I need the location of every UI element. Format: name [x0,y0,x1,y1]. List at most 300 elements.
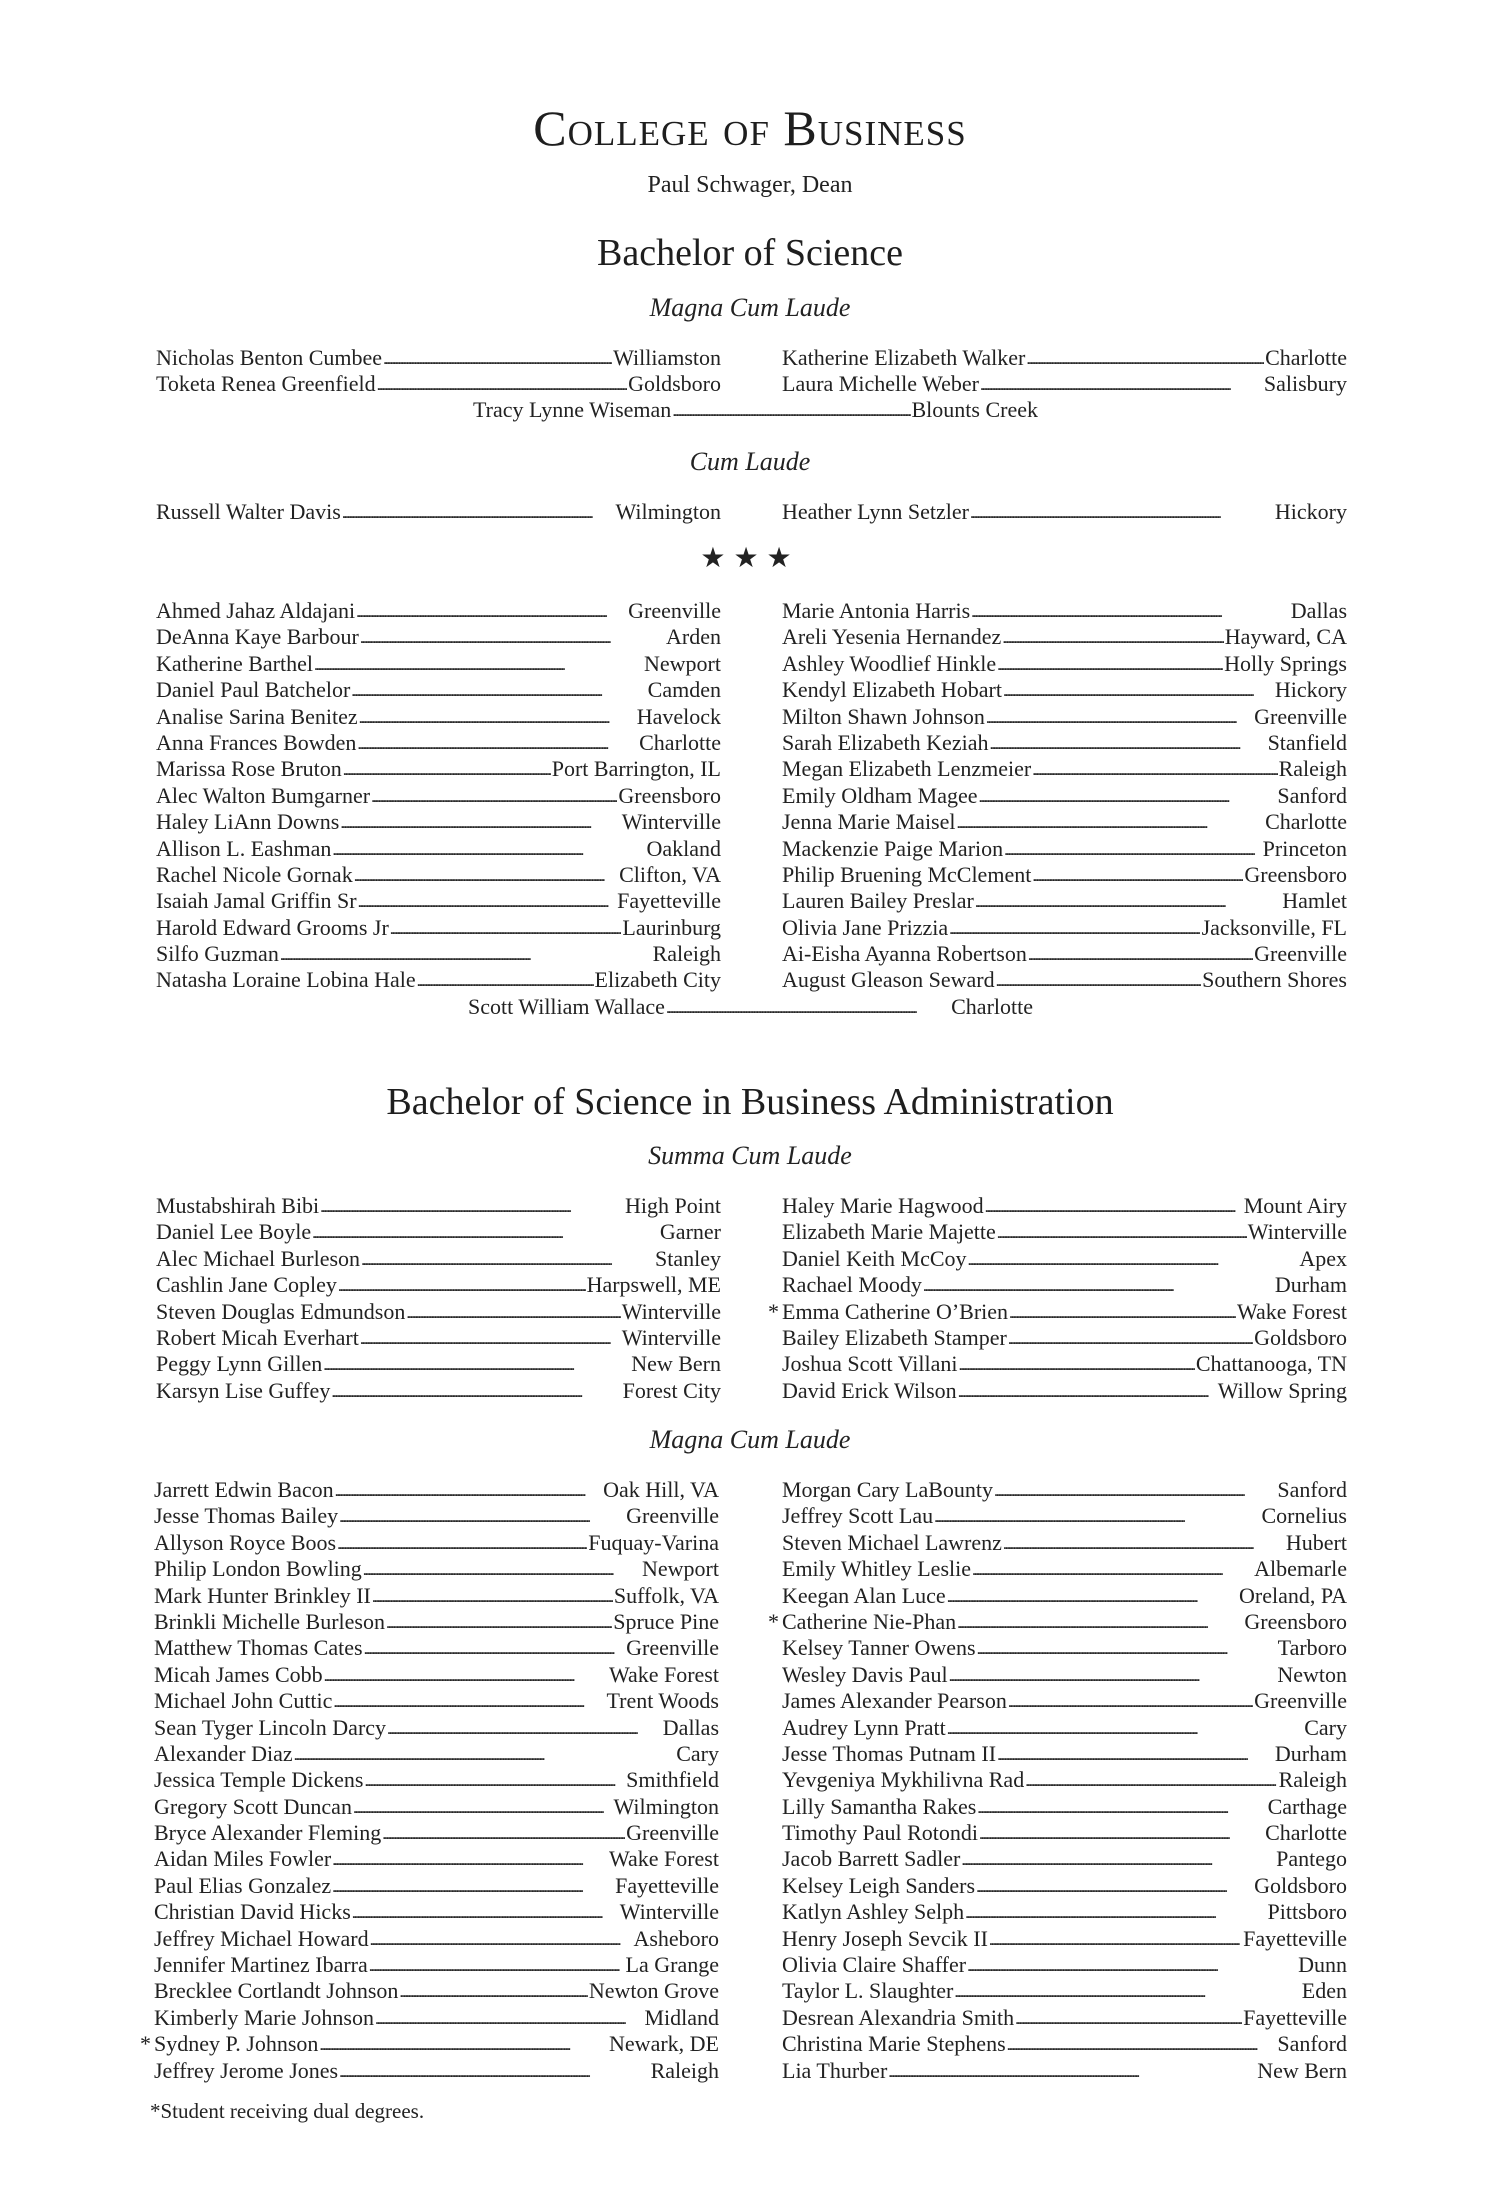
graduate-hometown: Wilmington [615,499,721,524]
dot-leader [357,729,638,758]
dot-leader [977,1634,1277,1663]
graduate-name-text: Bryce Alexander Fleming [154,1820,382,1846]
graduate-hometown: Cary [676,1740,719,1766]
graduate-hometown: Wilmington [613,1793,719,1819]
graduate-name-text: Olivia Jane Prizzia [782,914,949,940]
graduate-row [782,1899,1347,1925]
graduate-name [156,345,382,371]
graduate-name [782,2031,1006,2057]
graduate-row [782,1530,1347,1556]
dot-leader [369,1951,625,1980]
graduate-name [154,1715,386,1741]
stars-divider: ★★★ [700,543,800,574]
graduate-name-text: Heather Lynn Setzler [782,499,969,524]
graduate-name [156,651,313,677]
graduate-name [154,1503,338,1529]
graduate-hometown: Newton [1277,1661,1347,1687]
graduate-name-text: Emily Oldham Magee [782,782,978,808]
graduate-row [154,1530,719,1556]
graduate-hometown: Smithfield [626,1767,719,1793]
graduate-name [156,756,342,782]
graduate-name [782,677,1002,703]
graduate-row [156,1272,721,1298]
graduate-hometown: Greenville [628,598,721,623]
graduate-name-text: Wesley Davis Paul [782,1661,948,1687]
graduate-name [782,598,970,624]
dot-leader [970,498,1274,527]
graduate-row [782,888,1347,914]
dot-leader [1004,835,1262,864]
graduate-hometown: Wake Forest [608,1661,719,1687]
graduate-name-text: Marie Antonia Harris [782,598,971,623]
dot-leader [959,1350,1195,1379]
dot-leader [954,1977,1300,2006]
dot-leader [333,1687,605,1716]
graduate-name-text: Sarah Elizabeth Keziah [782,729,989,755]
dot-leader [965,1898,1266,1927]
graduate-hometown: Newport [644,650,721,676]
graduate-row [156,1325,721,1351]
graduate-row [156,598,721,624]
graduate-name-text: Russell Walter Davis [156,499,341,524]
graduate-hometown: Fayetteville [617,888,721,914]
graduate-name [154,1688,332,1714]
graduate-hometown: Salisbury [1263,371,1347,397]
graduate-name [782,1378,957,1404]
graduate-hometown: Pittsboro [1267,1899,1347,1925]
dot-leader [337,1529,587,1558]
dot-leader [949,1661,1277,1690]
graduate-hometown: Pantego [1276,1846,1347,1872]
graduate-row [154,1899,719,1925]
graduate-name-text: Lauren Bailey Preslar [782,888,974,914]
graduate-row [782,2058,1347,2084]
graduate-list [782,598,1347,994]
graduate-name-text: Bailey Elizabeth Stamper [782,1324,1007,1350]
graduate-name [782,1583,946,1609]
graduate-row [782,651,1347,677]
graduate-name-text: Allison L. Eashman [156,835,332,861]
graduate-name-text: Ashley Woodlief Hinkle [782,650,997,676]
dot-leader [320,1192,624,1221]
graduate-list [473,397,1038,423]
graduate-hometown: Winterville [621,809,721,835]
graduate-name-text: Christian David Hicks [154,1899,351,1925]
graduate-row [154,1662,719,1688]
graduate-name [782,1978,953,2004]
graduate-row [156,1351,721,1377]
graduate-name-text: Rachael Moody [782,1272,922,1298]
graduate-hometown: Cary [1304,1714,1347,1740]
graduate-name [156,941,279,967]
graduate-name-text: Olivia Claire Shaffer [782,1952,967,1978]
graduate-hometown: Midland [644,2004,719,2030]
dot-leader [888,2057,1256,2086]
dot-leader [361,1245,654,1274]
graduate-name-text: James Alexander Pearson [782,1688,1007,1714]
graduate-name [156,624,359,650]
graduate-row [156,967,721,993]
graduate-row [782,1662,1347,1688]
graduate-name-text: DeAnna Kaye Barbour [156,624,359,650]
graduate-name-text: Brinkli Michelle Burleson [154,1608,385,1634]
graduate-name-text: Ahmed Jahaz Aldajani [156,598,356,623]
graduate-name [782,345,1025,371]
graduate-name [154,2005,374,2031]
graduate-hometown: Raleigh [652,941,721,967]
graduate-name-text: Jeffrey Michael Howard [154,1925,369,1951]
graduate-name [156,598,355,624]
graduate-row [154,1794,719,1820]
dot-leader [972,1555,1253,1584]
dot-leader [364,1766,625,1795]
graduate-name-text: Rachel Nicole Gornak [156,861,353,887]
dot-leader [968,1245,1299,1274]
dot-leader [958,1377,1217,1406]
graduate-hometown: Newark, DE [609,2031,719,2057]
graduate-name-text: Jarrett Edwin Bacon [154,1477,334,1502]
graduate-name [156,499,341,525]
graduate-name [473,397,671,423]
dot-leader [332,1872,614,1901]
graduate-name-text: Alexander Diaz [154,1740,293,1766]
graduate-row [156,1193,721,1219]
graduate-name [156,967,416,993]
dot-leader [1032,755,1277,784]
graduate-hometown: Goldsboro [1254,1324,1347,1350]
dot-leader [390,914,622,943]
graduate-hometown: Southern Shores [1202,967,1347,993]
graduate-name-text: Daniel Paul Batchelor [156,677,351,703]
graduate-hometown: Asheboro [633,1925,719,1951]
graduate-name [782,783,978,809]
graduate-name [156,1378,330,1404]
graduate-name-text: Silfo Guzman [156,941,279,967]
graduate-list [156,345,721,398]
graduate-name [782,862,1031,888]
graduate-row [154,1978,719,2004]
graduate-row [782,783,1347,809]
graduate-hometown: Spruce Pine [613,1608,719,1634]
graduate-name-text: Nicholas Benton Cumbee [156,345,383,370]
graduate-hometown: Mount Airy [1243,1193,1347,1218]
dot-leader [1015,2004,1242,2033]
graduate-name-text: Jennifer Martinez Ibarra [154,1952,368,1978]
graduate-name-text: Mackenzie Paige Marion [782,835,1004,861]
graduate-row [782,1272,1347,1298]
graduate-name-text: Harold Edward Grooms Jr [156,914,389,940]
graduate-name [782,1741,996,1767]
dot-leader [1008,1324,1253,1353]
graduate-name-text: Scott William Wallace [468,994,665,1019]
honor-heading-bsba-summa: Summa Cum Laude [648,1141,852,1170]
dot-leader [976,1872,1253,1901]
graduate-hometown: Charlotte [639,729,721,755]
graduate-name [782,1794,976,1820]
graduate-hometown: Winterville [621,1298,721,1324]
footnote: *Student receiving dual degrees. [150,2099,425,2123]
dot-leader [672,396,910,425]
graduate-name-text: Philip London Bowling [154,1556,362,1582]
graduate-name-text: Katherine Barthel [156,650,313,676]
graduate-name [782,704,985,730]
graduate-name [782,1477,993,1503]
dot-leader [312,1218,659,1247]
graduate-hometown: Greenville [1254,1688,1347,1714]
dot-leader [360,623,665,652]
graduate-hometown: Fayetteville [615,1872,719,1898]
graduate-hometown: Raleigh [1278,756,1347,782]
graduate-name [782,1715,946,1741]
graduate-hometown: Camden [647,677,721,703]
graduate-hometown: Oreland, PA [1239,1582,1347,1608]
graduate-name [782,941,1027,967]
graduate-row [154,1635,719,1661]
graduate-list [768,1193,1347,1404]
graduate-hometown: Greensboro [618,782,721,808]
graduate-row [782,1635,1347,1661]
graduate-name [782,1635,976,1661]
graduate-row [156,499,721,525]
dot-leader [343,755,551,784]
dot-leader [967,1951,1297,1980]
graduate-hometown: Dunn [1298,1952,1347,1978]
dot-leader [360,1324,621,1353]
dot-leader [294,1740,676,1769]
graduate-name-text: Emma Catherine O’Brien [782,1298,1009,1324]
dot-leader [979,782,1277,811]
graduate-name-text: Jacob Barrett Sadler [782,1846,961,1872]
dot-leader [387,1714,662,1743]
graduate-name-text: Jesse Thomas Bailey [154,1503,339,1529]
graduate-hometown: Newton Grove [588,1978,719,2004]
graduate-hometown: Charlotte [951,994,1033,1019]
graduate-row [156,1219,721,1245]
dot-leader [957,1608,1243,1637]
graduate-row [782,1688,1347,1714]
graduate-name [782,1873,975,1899]
graduate-name [154,1873,331,1899]
graduate-name-text: Yevgeniya Mykhilivna Rad [782,1767,1025,1793]
dot-leader [989,1925,1242,1954]
graduate-row [154,1715,719,1741]
graduate-name [768,1298,1009,1325]
graduate-hometown: Hickory [1274,499,1347,524]
graduate-hometown: Fayetteville [1243,2004,1347,2030]
dot-leader [666,993,950,1022]
graduate-name [782,915,948,941]
graduate-hometown: Wake Forest [608,1846,719,1872]
graduate-row [156,624,721,650]
graduate-hometown: Harpswell, ME [586,1272,721,1298]
graduate-name-text: Lilly Samantha Rakes [782,1793,977,1819]
graduate-name-text: Philip Bruening McClement [782,861,1032,887]
degree-heading-bsba: Bachelor of Science in Business Administration [386,1081,1114,1123]
dot-leader [383,344,612,373]
dot-leader [980,370,1263,399]
graduate-name [782,1272,922,1298]
graduate-name [154,1530,336,1556]
graduate-name-text: Jeffrey Scott Lau [782,1503,934,1529]
graduate-name-text: Elizabeth Marie Majette [782,1219,996,1245]
dot-leader [996,966,1202,995]
graduate-name-text: Kelsey Tanner Owens [782,1635,976,1661]
honor-heading-bs-magna: Magna Cum Laude [649,293,851,322]
graduate-hometown: Hickory [1274,677,1347,703]
graduate-hometown: Suffolk, VA [613,1582,719,1608]
graduate-row [782,598,1347,624]
graduate-name-text: Steven Douglas Edmundson [156,1298,406,1324]
graduate-row [154,1846,719,1872]
graduate-hometown: Laurinburg [622,914,721,940]
graduate-list [156,1193,721,1404]
graduate-row [782,1556,1347,1582]
graduate-row [154,1873,719,1899]
graduate-hometown: Cornelius [1261,1503,1347,1529]
graduate-hometown: Trent Woods [606,1688,719,1714]
graduate-name-text: Tracy Lynne Wiseman [473,397,672,422]
graduate-hometown: Charlotte [1265,1820,1347,1846]
graduate-row [782,862,1347,888]
graduate-list [768,1477,1347,2084]
graduate-name [154,1846,331,1872]
graduate-hometown: Raleigh [1278,1767,1347,1793]
graduate-name-text: Haley LiAnn Downs [156,809,340,835]
graduate-name [154,1978,398,2004]
graduate-name-text: Megan Elizabeth Lenzmeier [782,756,1032,782]
dot-leader [319,2030,608,2059]
graduate-hometown: Princeton [1262,835,1347,861]
graduate-name-text: Sydney P. Johnson [154,2031,319,2057]
graduate-name [468,994,665,1020]
graduate-row [782,677,1347,703]
graduate-hometown: Oak Hill, VA [603,1477,719,1502]
graduate-name-text: Areli Yesenia Hernandez [782,624,1002,650]
graduate-row [154,2058,719,2084]
graduate-row [782,345,1347,371]
graduate-name [154,1609,385,1635]
dot-leader [979,1819,1264,1848]
graduate-name-text: Audrey Lynn Pratt [782,1714,946,1740]
graduate-name [782,1219,996,1245]
graduate-name-text: Kelsey Leigh Sanders [782,1872,976,1898]
dot-leader [363,1555,641,1584]
graduate-row [156,677,721,703]
graduate-name [156,371,376,397]
graduate-list [140,1477,719,2084]
graduate-name-text: Mark Hunter Brinkley II [154,1582,371,1608]
graduate-row [154,1820,719,1846]
graduate-name [156,677,350,703]
graduate-row [782,1378,1347,1404]
graduate-row [156,915,721,941]
graduate-name [782,1556,971,1582]
graduate-row [782,1325,1347,1351]
graduate-name-text: Laura Michelle Weber [782,371,979,397]
graduate-row [782,1503,1347,1529]
graduate-hometown: Stanfield [1267,729,1347,755]
dot-leader [977,1793,1266,1822]
graduate-hometown: Greenville [626,1635,719,1661]
graduate-list [468,994,1033,1020]
dot-leader [386,1608,612,1637]
graduate-name [154,1556,362,1582]
dot-leader [280,940,652,969]
graduate-hometown: Winterville [621,1324,721,1350]
graduate-row [768,1608,1347,1635]
graduate-name-text: Brecklee Cortlandt Johnson [154,1978,399,2004]
graduate-name [782,756,1031,782]
graduate-name-text: Kendyl Elizabeth Hobart [782,677,1002,703]
dot-leader [947,1714,1303,1743]
graduate-name [156,1351,322,1377]
graduate-hometown: Forest City [622,1377,721,1403]
graduate-name [782,967,995,993]
graduate-name [782,809,956,835]
graduate-name [154,1662,323,1688]
dot-leader [947,1582,1238,1611]
graduate-name [156,704,358,730]
dual-degree-mark: * [768,1608,779,1634]
dot-leader [353,1793,613,1822]
graduate-name [782,2058,887,2084]
graduate-name-text: Catherine Nie-Phan [782,1608,957,1634]
graduate-row [782,1952,1347,1978]
graduate-row [156,704,721,730]
graduate-row [156,1299,721,1325]
graduate-name-text: Karsyn Lise Guffey [156,1377,331,1403]
dot-leader [997,1218,1247,1247]
graduate-name-text: Cashlin Jane Copley [156,1272,337,1298]
graduate-name-text: Emily Whitley Leslie [782,1556,971,1582]
graduate-hometown: Wake Forest [1236,1298,1347,1324]
graduate-row [156,836,721,862]
graduate-name [156,1272,337,1298]
graduate-hometown: Greensboro [1244,861,1347,887]
graduate-hometown: Holly Springs [1224,650,1347,676]
graduate-name-text: Ai-Eisha Ayanna Robertson [782,941,1027,967]
graduate-name [782,1246,967,1272]
graduate-name [782,730,988,756]
graduate-name [156,783,370,809]
graduate-name-text: Aidan Miles Fowler [154,1846,332,1872]
honor-heading-bs-cum: Cum Laude [689,447,811,476]
graduate-hometown: Fuquay-Varina [588,1529,719,1555]
graduate-name [154,1794,352,1820]
graduate-hometown: Havelock [636,703,721,729]
graduate-row [782,2005,1347,2031]
graduate-name-text: Peggy Lynn Gillen [156,1351,323,1377]
graduate-name [156,809,339,835]
graduate-name [782,1193,984,1219]
graduate-name-text: Steven Michael Lawrenz [782,1529,1002,1555]
graduate-hometown: Dallas [1290,598,1347,623]
graduate-hometown: Williamston [613,345,721,370]
graduate-hometown: Apex [1299,1245,1347,1271]
graduate-row [473,397,1038,423]
graduate-row [156,756,721,782]
graduate-name-text: Alec Michael Burleson [156,1245,361,1271]
graduate-name [156,915,389,941]
graduate-hometown: Chattanooga, TN [1195,1351,1347,1377]
graduate-row [156,941,721,967]
graduate-name-text: Michael John Cuttic [154,1688,333,1714]
graduate-name-text: Gregory Scott Duncan [154,1793,352,1819]
graduate-row [782,1741,1347,1767]
graduate-name [156,1193,319,1219]
graduate-list [782,499,1347,525]
graduate-hometown: Elizabeth City [594,967,721,993]
